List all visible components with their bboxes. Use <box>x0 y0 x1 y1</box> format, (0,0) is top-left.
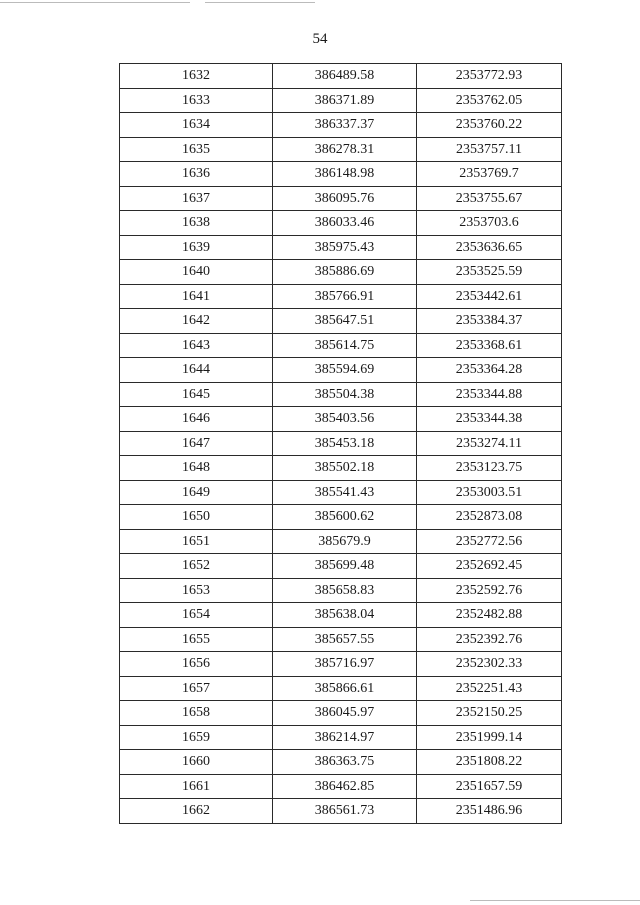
table-row <box>120 578 562 603</box>
x-coordinate-cell: 385594.69 <box>273 358 417 383</box>
scan-edge-top-right <box>205 2 315 3</box>
x-coordinate-cell: 385657.55 <box>273 627 417 652</box>
coordinates-table-body <box>120 64 562 824</box>
point-number-cell: 1653 <box>120 578 273 603</box>
page-number: 54 <box>312 31 328 47</box>
scan-edge-bottom <box>470 900 640 901</box>
x-coordinate-cell: 385699.48 <box>273 554 417 579</box>
y-coordinate-cell: 2352772.56 <box>417 529 562 554</box>
point-number-cell: 1638 <box>120 211 273 236</box>
x-coordinate-cell: 386561.73 <box>273 799 417 824</box>
point-number-cell: 1642 <box>120 309 273 334</box>
point-number-cell: 1635 <box>120 137 273 162</box>
x-coordinate-cell: 385658.83 <box>273 578 417 603</box>
coordinates-table <box>119 63 562 824</box>
table-row <box>120 529 562 554</box>
point-number-cell: 1641 <box>120 284 273 309</box>
x-coordinate-cell: 385541.43 <box>273 480 417 505</box>
point-number-cell: 1655 <box>120 627 273 652</box>
y-coordinate-cell: 2353703.6 <box>417 211 562 236</box>
point-number-cell: 1650 <box>120 505 273 530</box>
y-coordinate-cell: 2353368.61 <box>417 333 562 358</box>
x-coordinate-cell: 385886.69 <box>273 260 417 285</box>
table-row <box>120 652 562 677</box>
point-number-cell: 1632 <box>120 64 273 89</box>
table-row <box>120 407 562 432</box>
y-coordinate-cell: 2353755.67 <box>417 186 562 211</box>
table-row <box>120 725 562 750</box>
point-number-cell: 1643 <box>120 333 273 358</box>
table-row <box>120 603 562 628</box>
point-number-cell: 1660 <box>120 750 273 775</box>
table-row <box>120 211 562 236</box>
table-row <box>120 309 562 334</box>
y-coordinate-cell: 2353123.75 <box>417 456 562 481</box>
y-coordinate-cell: 2353762.05 <box>417 88 562 113</box>
y-coordinate-cell: 2351808.22 <box>417 750 562 775</box>
point-number-cell: 1644 <box>120 358 273 383</box>
point-number-cell: 1646 <box>120 407 273 432</box>
y-coordinate-cell: 2353772.93 <box>417 64 562 89</box>
x-coordinate-cell: 385453.18 <box>273 431 417 456</box>
table-row <box>120 799 562 824</box>
table-row <box>120 627 562 652</box>
y-coordinate-cell: 2353636.65 <box>417 235 562 260</box>
x-coordinate-cell: 385716.97 <box>273 652 417 677</box>
x-coordinate-cell: 386214.97 <box>273 725 417 750</box>
x-coordinate-cell: 386489.58 <box>273 64 417 89</box>
table-row <box>120 554 562 579</box>
table-row <box>120 137 562 162</box>
x-coordinate-cell: 385403.56 <box>273 407 417 432</box>
x-coordinate-cell: 385600.62 <box>273 505 417 530</box>
x-coordinate-cell: 385866.61 <box>273 676 417 701</box>
table-row <box>120 284 562 309</box>
x-coordinate-cell: 386045.97 <box>273 701 417 726</box>
table-row <box>120 113 562 138</box>
table-row <box>120 333 562 358</box>
x-coordinate-cell: 385614.75 <box>273 333 417 358</box>
y-coordinate-cell: 2353003.51 <box>417 480 562 505</box>
x-coordinate-cell: 386148.98 <box>273 162 417 187</box>
point-number-cell: 1647 <box>120 431 273 456</box>
y-coordinate-cell: 2353274.11 <box>417 431 562 456</box>
table-row <box>120 480 562 505</box>
y-coordinate-cell: 2351999.14 <box>417 725 562 750</box>
table-row <box>120 358 562 383</box>
point-number-cell: 1659 <box>120 725 273 750</box>
y-coordinate-cell: 2353760.22 <box>417 113 562 138</box>
table-row <box>120 235 562 260</box>
x-coordinate-cell: 386033.46 <box>273 211 417 236</box>
y-coordinate-cell: 2353384.37 <box>417 309 562 334</box>
table-row <box>120 750 562 775</box>
x-coordinate-cell: 385647.51 <box>273 309 417 334</box>
y-coordinate-cell: 2352692.45 <box>417 554 562 579</box>
point-number-cell: 1657 <box>120 676 273 701</box>
point-number-cell: 1649 <box>120 480 273 505</box>
x-coordinate-cell: 385975.43 <box>273 235 417 260</box>
y-coordinate-cell: 2353344.88 <box>417 382 562 407</box>
table-row <box>120 456 562 481</box>
y-coordinate-cell: 2351486.96 <box>417 799 562 824</box>
y-coordinate-cell: 2352251.43 <box>417 676 562 701</box>
table-row <box>120 382 562 407</box>
y-coordinate-cell: 2351657.59 <box>417 774 562 799</box>
table-row <box>120 260 562 285</box>
scan-edge-top-left <box>0 2 190 3</box>
y-coordinate-cell: 2352873.08 <box>417 505 562 530</box>
table-row <box>120 676 562 701</box>
point-number-cell: 1639 <box>120 235 273 260</box>
x-coordinate-cell: 385638.04 <box>273 603 417 628</box>
x-coordinate-cell: 386462.85 <box>273 774 417 799</box>
point-number-cell: 1640 <box>120 260 273 285</box>
y-coordinate-cell: 2352482.88 <box>417 603 562 628</box>
y-coordinate-cell: 2352592.76 <box>417 578 562 603</box>
y-coordinate-cell: 2353757.11 <box>417 137 562 162</box>
point-number-cell: 1661 <box>120 774 273 799</box>
table-row <box>120 64 562 89</box>
point-number-cell: 1648 <box>120 456 273 481</box>
point-number-cell: 1636 <box>120 162 273 187</box>
y-coordinate-cell: 2353344.38 <box>417 407 562 432</box>
table-row <box>120 505 562 530</box>
point-number-cell: 1651 <box>120 529 273 554</box>
x-coordinate-cell: 385502.18 <box>273 456 417 481</box>
table-row <box>120 88 562 113</box>
table-row <box>120 162 562 187</box>
point-number-cell: 1658 <box>120 701 273 726</box>
x-coordinate-cell: 385766.91 <box>273 284 417 309</box>
x-coordinate-cell: 386278.31 <box>273 137 417 162</box>
x-coordinate-cell: 386371.89 <box>273 88 417 113</box>
point-number-cell: 1656 <box>120 652 273 677</box>
y-coordinate-cell: 2352302.33 <box>417 652 562 677</box>
point-number-cell: 1645 <box>120 382 273 407</box>
y-coordinate-cell: 2353769.7 <box>417 162 562 187</box>
point-number-cell: 1662 <box>120 799 273 824</box>
y-coordinate-cell: 2352392.76 <box>417 627 562 652</box>
table-row <box>120 431 562 456</box>
y-coordinate-cell: 2353442.61 <box>417 284 562 309</box>
point-number-cell: 1637 <box>120 186 273 211</box>
table-row <box>120 774 562 799</box>
x-coordinate-cell: 385504.38 <box>273 382 417 407</box>
y-coordinate-cell: 2353525.59 <box>417 260 562 285</box>
point-number-cell: 1634 <box>120 113 273 138</box>
x-coordinate-cell: 386095.76 <box>273 186 417 211</box>
table-row <box>120 186 562 211</box>
x-coordinate-cell: 386337.37 <box>273 113 417 138</box>
y-coordinate-cell: 2352150.25 <box>417 701 562 726</box>
x-coordinate-cell: 386363.75 <box>273 750 417 775</box>
x-coordinate-cell: 385679.9 <box>273 529 417 554</box>
table-row <box>120 701 562 726</box>
point-number-cell: 1652 <box>120 554 273 579</box>
y-coordinate-cell: 2353364.28 <box>417 358 562 383</box>
point-number-cell: 1654 <box>120 603 273 628</box>
point-number-cell: 1633 <box>120 88 273 113</box>
